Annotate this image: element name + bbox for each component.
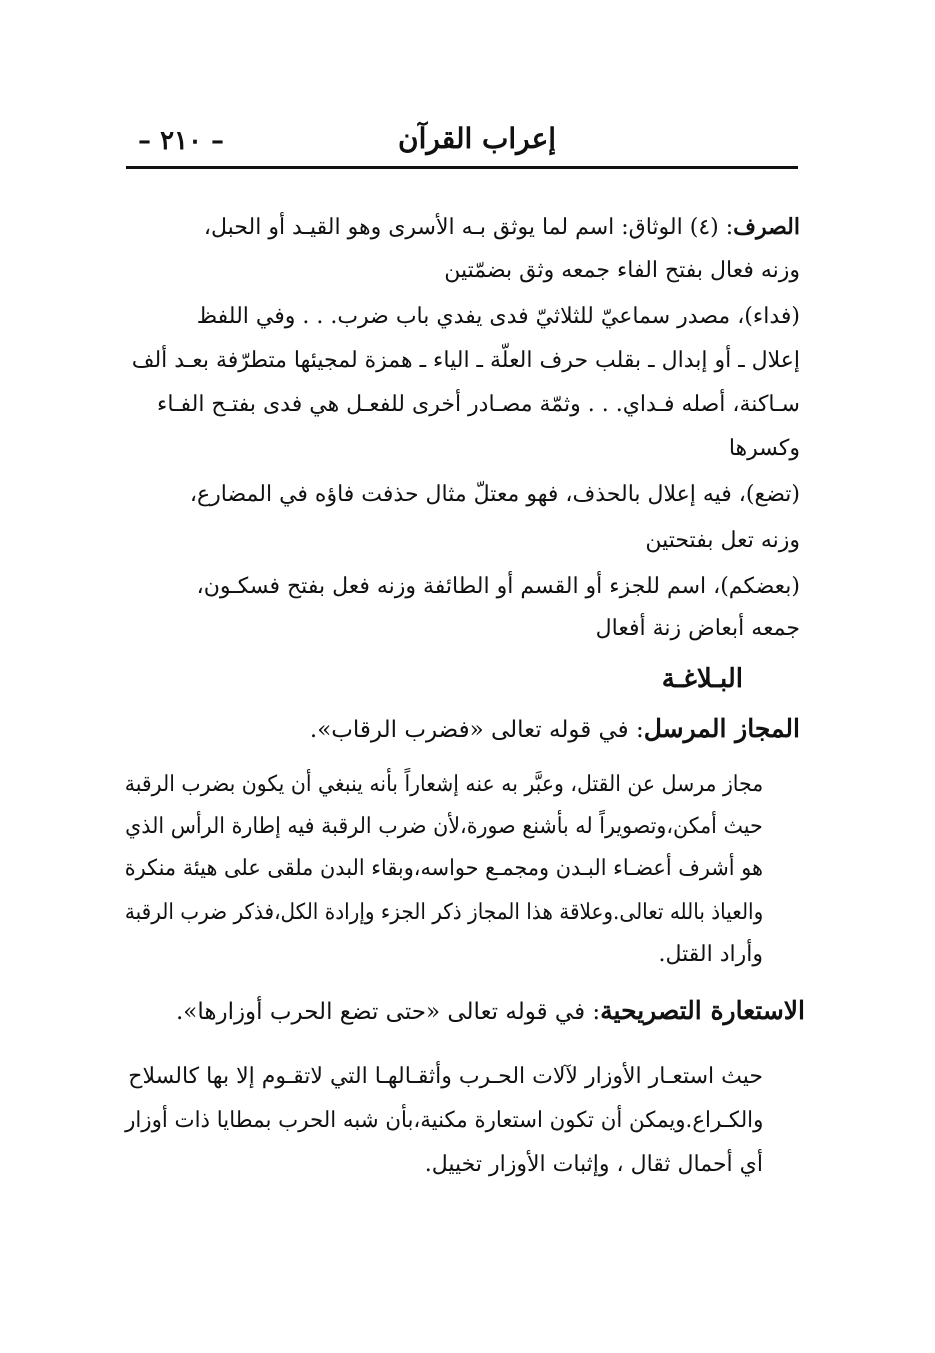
baad-line-2: جمعه أبعاض زنة أفعال	[595, 616, 800, 641]
sarf-first-line	[204, 212, 800, 243]
fidaa-line-3: سـاكنة، أصله فـداي. . . وثمّة مصـادر أخرى للفعـل هي فدى بفتـح الفـاء	[157, 392, 800, 417]
majaz-line-4: والعياذ بالله تعالى.وعلاقة هذا المجاز ذكر الجزء وإرادة الكل،فذكر ضرب الرقبة	[124, 900, 763, 925]
tada-line-1: (تضع)، فيه إعلال بالحذف، فهو معتلّ مثال حذفت فاؤه في المضارع،	[189, 482, 800, 507]
istiara-label: الاستعارة التصريحية	[600, 996, 805, 1025]
page-header	[128, 118, 798, 164]
fidaa-line-2: إعلال ـ أو إبدال ـ بقلب حرف العلّة ـ الياء ـ همزة لمجيئها متطرّفة بعـد ألف	[131, 348, 800, 373]
istiara-intro: : في قوله تعالى «حتى تضع الحرب أوزارها».	[175, 999, 601, 1025]
majaz-line-2: حيث أمكن،وتصويراً له بأشنع صورة،لأن ضرب الرقبة فيه إطارة الرأس الذي	[125, 814, 763, 839]
fidaa-line-4: وكسرها	[728, 436, 800, 461]
sarf-line-2: وزنه فعال بفتح الفاء جمعه وثق بضمّتين	[444, 258, 800, 283]
majaz-line-5: وأراد القتل.	[658, 942, 763, 967]
majaz-label: المجاز المرسل	[643, 714, 800, 743]
tada-line-2: وزنه تعل بفتحتين	[645, 528, 800, 553]
balagha-heading: البـلاغـة	[661, 664, 743, 694]
majaz-line-3: هو أشرف أعضـاء البـدن ومجمـع حواسه،وبقاء البدن ملقى على هيئة منكرة	[124, 856, 763, 881]
book-title: إعراب القرآن	[398, 122, 557, 155]
majaz-line-1: مجاز مرسل عن القتل، وعبَّر به عنه إشعاراً بأنه ينبغي أن يكون بضرب الرقبة	[124, 772, 763, 797]
majaz-intro: : في قوله تعالى «فضرب الرقاب».	[309, 717, 644, 743]
istiara-intro-line	[176, 996, 805, 1027]
fidaa-line-1: (فداء)، مصدر سماعيّ للثلاثيّ فدى يفدي باب ضرب. . . وفي اللفظ	[196, 304, 800, 329]
header-divider	[126, 166, 798, 169]
baad-line-1: (بعضكم)، اسم للجزء أو القسم أو الطائفة وزنه فعل بفتح فسكـون،	[196, 574, 800, 599]
istiara-line-3: أي أحمال ثقال ، وإثبات الأوزار تخييل.	[424, 1152, 763, 1177]
majaz-intro-line	[310, 714, 800, 745]
sarf-label: الصرف	[733, 214, 800, 240]
sarf-line-1: : (٤) الوثاق: اسم لما يوثق بـه الأسرى وهو القيـد أو الحبل،	[203, 215, 734, 240]
page-number: – ٢١٠ –	[138, 126, 225, 156]
istiara-line-1: حيث استعـار الأوزار لآلات الحـرب وأثقـالهـا التي لاتقـوم إلا بها كالسلاح	[128, 1064, 763, 1089]
istiara-line-2: والكـراع.ويمكن أن تكون استعارة مكنية،بأن شبه الحرب بمطايا ذات أوزار	[124, 1108, 763, 1133]
